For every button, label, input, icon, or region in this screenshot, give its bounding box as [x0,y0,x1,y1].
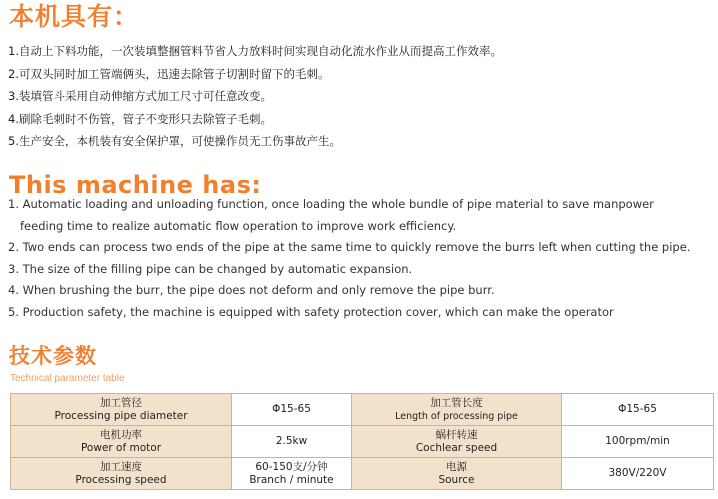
param-value-cn: 60-150支/分钟 [255,460,328,473]
param-label-en: Power of motor [80,441,162,454]
param-label-en: Cochlear speed [415,441,498,454]
param-label [11,394,232,426]
features-list-en [8,194,716,323]
features-heading-en: This machine has: [9,171,262,199]
feature-item-cn: 4.刷除毛刺时不伤管，管子不变形只去除管子毛刺。 [8,111,272,126]
feature-item-cn: 1.自动上下料功能，一次装填整捆管料节省人力放料时间实现自动化流水作业从而提高工作效率。 [8,44,502,58]
features-heading-cn: 本机具有： [9,2,140,31]
param-label-en: Processing pipe diameter [54,409,188,422]
params-subtitle: Technical parameter table [10,373,125,384]
feature-item-cn: 5.生产安全，本机装有安全保护罩，可使操作员无工伤事故产生。 [8,134,341,148]
param-label [11,426,232,458]
feature-item-cn: 2.可双头同时加工管端俩头，迅速去除管子切割时留下的毛刺。 [8,66,330,81]
param-label [352,394,562,426]
table-row [11,426,714,458]
param-label-cn: 加工管长度 [430,396,483,409]
param-label [11,458,232,490]
param-label-cn: 加工速度 [100,460,142,473]
params-table [10,393,714,490]
param-label-cn: 电机功率 [100,428,142,441]
param-label [352,426,562,458]
params-title: 技术参数 [9,344,97,368]
feature-item-cn: 3.装填管斗采用自动伸缩方式加工尺寸可任意改变。 [8,89,272,103]
param-label-en: Processing speed [75,473,167,486]
feature-item-en: 3. The size of the filling pipe can be changed by automatic expansion. [8,261,413,276]
param-value: Φ15-65 [562,394,714,426]
param-value: 380V/220V [562,458,714,490]
feature-item-en: 5. Production safety, the machine is equipped with safety protection cover, which can make the operator [8,304,614,319]
feature-item-en: 4. When brushing the burr, the pipe does not deform and only remove the pipe burr. [8,283,495,297]
param-label-cn: 电源 [446,460,467,473]
param-label-cn: 加工管径 [100,396,142,409]
param-label-cn: 蜗杆转速 [435,428,478,441]
param-label-en: Source [438,473,475,486]
features-list-cn [8,40,713,153]
feature-item-en: 1. Automatic loading and unloading function, once loading the whole bundle of pipe material to save manpower [8,197,654,211]
feature-item-en-continued: feeding time to realize automatic flow operation to improve work efficiency. [20,218,457,233]
param-label-en: Length of processing pipe [395,410,518,422]
param-label [352,458,562,490]
param-value [232,458,352,490]
table-row [11,394,714,426]
param-value: Φ15-65 [232,394,352,426]
param-value-en: Branch / minute [249,473,334,486]
feature-item-en: 2. Two ends can process two ends of the pipe at the same time to quickly remove the burrs left when cutting the pipe. [8,240,691,254]
param-value: 100rpm/min [562,426,714,458]
table-row [11,458,714,490]
param-value: 2.5kw [232,426,352,458]
